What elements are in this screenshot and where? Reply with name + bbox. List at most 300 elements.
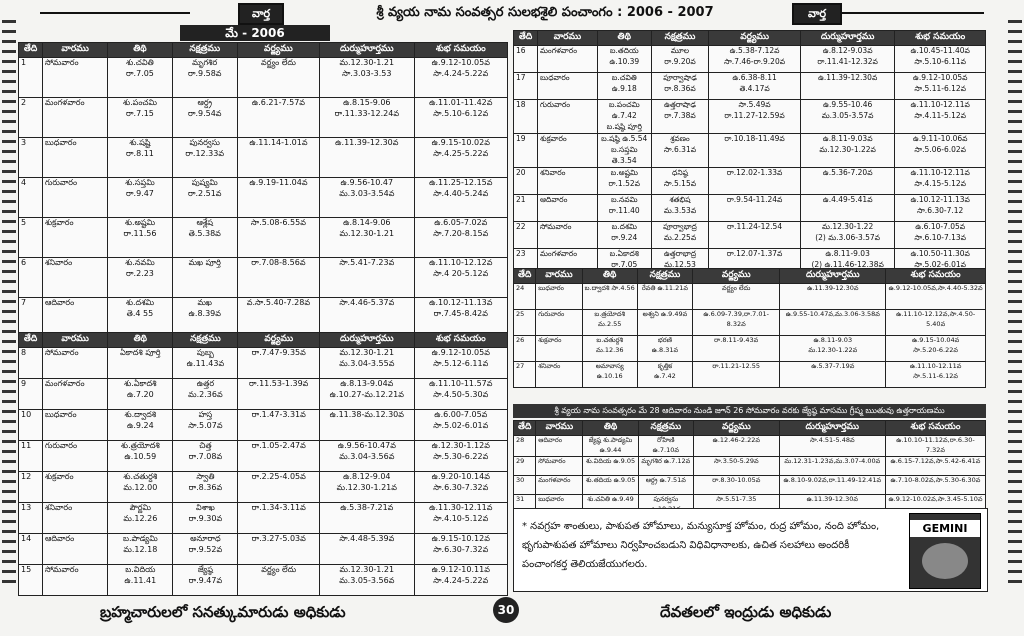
durmuhurtham-cell-line: మ.12.30-1.21 — [339, 229, 395, 238]
date-cell-line: 22 — [516, 222, 526, 231]
nakshatra-cell-line: మ.12.53 — [664, 260, 696, 269]
varjyam-cell-line: రా.12.07-1.37వ — [726, 249, 783, 258]
weekday-cell — [537, 222, 597, 249]
column-header: శుభ సమయం — [885, 421, 985, 436]
date-cell — [19, 98, 43, 138]
tithi-cell-line: రా.7.05 — [611, 260, 638, 269]
column-header: తిథి — [108, 333, 173, 348]
nakshatra-cell-line: రా.9.30వ — [188, 514, 223, 523]
varjyam-cell — [237, 58, 319, 98]
nakshatra-cell-line: మ.2.36వ — [188, 390, 223, 399]
varjyam-cell — [709, 195, 801, 222]
nakshatra-cell-line: విశాఖ — [196, 503, 215, 512]
weekday-cell-line: శుక్రవారం — [538, 336, 562, 344]
weekday-cell-line: శుక్రవారం — [44, 218, 74, 227]
tithi-cell — [597, 100, 651, 134]
table-row — [514, 310, 986, 336]
durmuhurtham-cell-line: మ.12.30-1.22వ — [808, 346, 858, 354]
nakshatra-cell — [172, 218, 237, 258]
nakshatra-cell — [638, 457, 693, 476]
table-may-28-31 — [513, 420, 986, 516]
weekday-cell-line: మంగళవారం — [539, 46, 578, 55]
durmuhurtham-cell-line: ఉ.11.39-12.30వ — [817, 73, 878, 82]
shubha-samayam-cell-line: సా.5.10-6.11వ — [914, 57, 966, 66]
varjyam-cell-line: ఉ.6.38-8.11 — [732, 73, 777, 82]
nakshatra-cell-line: పునర్వసు — [189, 138, 220, 147]
table-row — [514, 336, 986, 362]
nakshatra-cell-line: రేవతి ఉ.11.21వ — [641, 284, 689, 292]
nakshatra-cell-line: రా.7.38వ — [664, 111, 696, 120]
advertisement-box — [513, 508, 988, 592]
durmuhurtham-cell-line: మ.12.30-1.21వ — [336, 483, 397, 492]
varjyam-cell — [238, 534, 320, 565]
date-cell — [514, 46, 538, 73]
date-cell — [514, 284, 536, 310]
shubha-samayam-cell-line: సా.5.06-6.02వ — [914, 145, 966, 154]
tithi-cell-line: శు.త్రయోదశి — [120, 441, 160, 450]
durmuhurtham-cell-line: (2) మ.3.06-3.57వ — [815, 233, 880, 242]
weekday-cell-line: సోమవారం — [44, 348, 79, 357]
nakshatra-cell-line: చిత్త — [199, 441, 212, 450]
tithi-cell-line: రా.7.05 — [126, 69, 154, 78]
nakshatra-cell — [637, 362, 692, 388]
shubha-samayam-cell — [886, 284, 986, 310]
varjyam-cell — [238, 472, 320, 503]
varjyam-cell-line: సా.5.51-7.35 — [716, 495, 757, 503]
durmuhurtham-cell-line: సా.4.46-5.37వ — [339, 298, 395, 307]
date-cell-line: 13 — [21, 503, 32, 512]
varjyam-cell — [237, 218, 319, 258]
shubha-samayam-cell — [414, 441, 507, 472]
date-cell — [19, 379, 43, 410]
date-cell-line: 23 — [516, 249, 526, 258]
shubha-samayam-cell — [895, 222, 986, 249]
nakshatra-cell-line: ఉ.7.10వ — [652, 446, 679, 454]
varjyam-cell — [237, 98, 319, 138]
nakshatra-cell — [172, 178, 237, 218]
nakshatra-cell — [637, 284, 692, 310]
date-cell-line: 12 — [21, 472, 32, 481]
shubha-samayam-cell — [414, 258, 507, 298]
nakshatra-cell-line: శ్రవణం సా.6.31వ — [663, 134, 697, 154]
durmuhurtham-cell-line: సా.4.51-5.48వ — [809, 436, 855, 444]
weekday-cell — [537, 100, 597, 134]
weekday-cell — [42, 98, 107, 138]
nakshatra-cell-line: పునర్వసు — [653, 495, 679, 503]
date-cell — [19, 503, 43, 534]
durmuhurtham-cell-line: ఉ.8.10-9.02వ,రా.11.49-12.41వ — [783, 476, 882, 484]
durmuhurtham-cell-line: ఉ.9.56-10.47వ — [337, 441, 396, 450]
tithi-cell — [108, 258, 172, 298]
table-row — [19, 178, 508, 218]
weekday-cell-line: శుక్రవారం — [44, 472, 74, 481]
shubha-samayam-cell — [895, 73, 986, 100]
durmuhurtham-cell — [320, 410, 415, 441]
varjyam-cell — [693, 284, 780, 310]
durmuhurtham-cell — [800, 195, 895, 222]
tithi-cell — [108, 178, 172, 218]
durmuhurtham-cell — [320, 258, 415, 298]
tithi-cell — [108, 58, 172, 98]
column-header: వర్జ్యము — [238, 333, 320, 348]
shubha-samayam-cell-line: సా.5.11-6.12వ — [914, 84, 966, 93]
weekday-cell-line: ఆదివారం — [44, 534, 75, 543]
date-cell — [19, 58, 43, 98]
date-cell-line: 25 — [516, 310, 525, 318]
varjyam-cell-line: రా.8.30-10.05వ — [712, 476, 761, 484]
column-header: దుర్ముహూర్తము — [800, 31, 895, 46]
column-header: తేది — [19, 333, 43, 348]
weekday-cell-line: సోమవారం — [539, 222, 572, 231]
nakshatra-cell-line: రా.9.47వ — [188, 576, 223, 585]
date-cell-line: 18 — [516, 100, 526, 109]
tithi-cell-line: బ.విదియ — [125, 565, 156, 574]
tithi-cell-line: బ.ద్వాదశి సా.4.56 — [584, 284, 635, 292]
weekday-cell — [42, 410, 107, 441]
durmuhurtham-cell-line: రా.11.41-12.32వ — [817, 57, 878, 66]
column-header: తేది — [514, 421, 536, 436]
varjyam-cell — [237, 258, 319, 298]
column-header: దుర్ముహూర్తము — [779, 421, 885, 436]
month-title: మే - 2006 — [180, 25, 330, 41]
varjyam-cell — [709, 134, 801, 168]
date-cell — [19, 218, 43, 258]
shubha-samayam-cell — [895, 100, 986, 134]
nakshatra-cell-line: ఉ.7.42 — [654, 372, 676, 380]
date-cell-line: 9 — [21, 379, 27, 388]
shubha-samayam-cell — [414, 178, 507, 218]
gemini-brand-label: GEMINI — [910, 520, 980, 537]
table-row — [514, 195, 986, 222]
date-cell — [514, 457, 536, 476]
column-header: తిథి — [108, 43, 172, 58]
durmuhurtham-cell — [780, 310, 886, 336]
date-cell — [514, 134, 538, 168]
tithi-cell — [583, 457, 638, 476]
page-number: 30 — [493, 597, 519, 623]
weekday-cell-line: శనివారం — [44, 503, 73, 512]
durmuhurtham-cell — [780, 336, 886, 362]
date-cell-line: 6 — [21, 258, 27, 267]
page-title: శ్రీ వ్యయ నామ సంవత్సర సులభశైలి పంచాంగం : 2006 - 2007 — [376, 5, 714, 20]
date-cell-line: 29 — [516, 457, 525, 465]
durmuhurtham-cell-line: ఉ.11.38-మ.12.30వ — [329, 410, 404, 419]
shubha-samayam-cell-line: సా.6.30-7.32వ — [433, 545, 489, 554]
tithi-cell-line: ఉ.9.24 — [126, 421, 154, 430]
date-cell-line: 21 — [516, 195, 526, 204]
tithi-cell-line: శు.పంచమి — [122, 98, 157, 107]
shubha-samayam-cell-line: సా.5.20-6.22వ — [913, 346, 958, 354]
column-header: శుభ సమయం — [414, 43, 507, 58]
date-cell — [19, 178, 43, 218]
shubha-samayam-cell-line: ఉ.6.05-7.02వ — [434, 218, 488, 227]
tithi-cell-line: శు.షష్టి — [129, 138, 151, 147]
weekday-cell — [42, 503, 107, 534]
table-may-16-23 — [513, 30, 986, 276]
durmuhurtham-cell-line: మ.3.03-3.54వ — [339, 189, 395, 198]
durmuhurtham-cell-line: (2) ఉ.11.46-12.38వ — [811, 260, 884, 269]
date-cell-line: 16 — [516, 46, 526, 55]
weekday-cell — [537, 46, 597, 73]
weekday-cell-line: శుక్రవారం — [539, 134, 567, 143]
tithi-cell-line: బ.ఏకాదశి — [609, 249, 639, 258]
weekday-cell — [42, 472, 107, 503]
nakshatra-cell-line: రోహిణి — [657, 436, 675, 444]
shubha-samayam-cell-line: సా.4.24-5.22వ — [433, 576, 489, 585]
tithi-cell-line: అమావాస్య — [595, 362, 624, 370]
shubha-samayam-cell-line: ఉ.11.30-12.11వ — [429, 503, 493, 512]
tithi-cell — [582, 310, 637, 336]
date-cell — [19, 441, 43, 472]
durmuhurtham-cell-line: ఉ.8.12-9.03వ — [822, 46, 873, 55]
date-cell — [514, 336, 536, 362]
nakshatra-cell-line: పుబ్బ — [196, 348, 214, 357]
durmuhurtham-cell-line: ఉ.10.27-మ.12.21వ — [329, 390, 404, 399]
varjyam-cell — [694, 436, 780, 457]
tithi-cell — [582, 362, 637, 388]
shubha-samayam-cell-line: సా.4 20-5.12వ — [433, 269, 489, 278]
table-row — [19, 503, 508, 534]
nakshatra-cell-line: సా.5.15వ — [663, 179, 697, 188]
durmuhurtham-cell-line: మ.12.30-1.21 — [339, 348, 395, 357]
weekday-cell — [42, 218, 107, 258]
column-header: వర్జ్యము — [694, 421, 780, 436]
shubha-samayam-cell-line: ఉ.6.00-7.05వ — [434, 410, 488, 419]
weekday-cell-line: సోమవారం — [44, 565, 79, 574]
tithi-cell — [108, 379, 173, 410]
table-row — [19, 58, 508, 98]
nakshatra-cell-line: రా.9.20వ — [664, 57, 696, 66]
column-header: నక్షత్రము — [651, 31, 709, 46]
right-decorative-border — [1008, 20, 1022, 590]
weekday-cell-line: గురువారం — [538, 310, 565, 318]
durmuhurtham-cell-line: ఉ.11.39-12.30వ — [807, 284, 859, 292]
durmuhurtham-cell — [779, 457, 885, 476]
nakshatra-cell — [651, 73, 709, 100]
tithi-cell-line: బ.చవితి — [611, 73, 637, 82]
varjyam-cell-line: రా.9.54-11.24వ — [726, 195, 783, 204]
varjyam-cell-line: రా.1.34-3.11వ — [251, 503, 306, 512]
shubha-samayam-cell — [885, 436, 985, 457]
durmuhurtham-cell-line: ఉ.8.14-9.06 — [343, 218, 391, 227]
varjyam-cell-line: సా.3.50-5.29వ — [713, 457, 759, 465]
nakshatra-cell — [173, 472, 238, 503]
varjyam-cell — [238, 348, 320, 379]
durmuhurtham-cell-line: ఉ.5.38-7.21వ — [340, 503, 394, 512]
tithi-cell-line: ఉ.9.44 — [599, 446, 622, 454]
durmuhurtham-cell — [780, 362, 886, 388]
nakshatra-cell-line: మ.3.53వ — [663, 206, 697, 215]
shubha-samayam-cell-line: ఉ.11.10-12.12వ — [429, 258, 493, 267]
durmuhurtham-cell-line: మ.12.30-1.22వ — [819, 145, 876, 154]
shubha-samayam-cell-line: ఉ.12.30-1.12వ — [431, 441, 490, 450]
shubha-samayam-cell-line: ఉ.9.12-10.05వ — [431, 58, 490, 67]
varjyam-cell-line: ఉ.6.09-7.39,రా.7.01-8.32వ — [703, 310, 769, 328]
tithi-cell — [597, 73, 651, 100]
nakshatra-cell-line: రా.2.51వ — [187, 189, 222, 198]
date-cell-line: 26 — [516, 336, 525, 344]
nakshatra-cell-line: భరణి — [657, 336, 673, 344]
date-cell-line: 27 — [516, 362, 525, 370]
nakshatra-cell-line: ఉ.8.31వ — [651, 346, 679, 354]
durmuhurtham-cell-line: రా.11.33-12.24వ — [334, 109, 400, 118]
shubha-samayam-cell — [414, 379, 507, 410]
tithi-cell-line: రా.9.47 — [126, 189, 154, 198]
footer-left-text: బ్రహ్మచారులలో సనత్కుమారుడు అధికుడు — [100, 603, 346, 621]
table-header-row — [514, 31, 986, 46]
column-header: వర్జ్యము — [709, 31, 801, 46]
tithi-cell-line: ఉ.10.59 — [124, 452, 157, 461]
column-header: నక్షత్రము — [172, 43, 237, 58]
weekday-cell — [537, 73, 597, 100]
date-cell-line: 20 — [516, 168, 526, 177]
date-cell — [19, 472, 43, 503]
tithi-cell-line: మ.12.18 — [123, 545, 158, 554]
varjyam-cell — [693, 362, 780, 388]
shubha-samayam-cell-line: సా.4.40-5.24వ — [433, 189, 489, 198]
varjyam-cell — [693, 336, 780, 362]
nakshatra-cell-line: ఉత్తరాభాద్ర — [663, 249, 697, 258]
column-header: నక్షత్రము — [173, 333, 238, 348]
shubha-samayam-cell-line: ఉ.10.12-11.13వ — [429, 298, 493, 307]
shubha-samayam-cell — [886, 336, 986, 362]
weekday-cell-line: బుధవారం — [538, 284, 564, 292]
tithi-cell — [597, 168, 651, 195]
durmuhurtham-cell-line: ఉ.9.56-10.47 — [340, 178, 394, 187]
table-row — [514, 457, 986, 476]
weekday-cell-line: బుధవారం — [539, 73, 570, 82]
column-header: తేది — [514, 31, 538, 46]
date-cell — [514, 310, 536, 336]
nakshatra-cell — [651, 195, 709, 222]
tithi-cell-line: రా.9.24 — [611, 233, 638, 242]
varjyam-cell-line: రా.2.25-4.05వ — [251, 472, 306, 481]
varjyam-cell-line: సా.5.49వ — [738, 100, 771, 109]
durmuhurtham-cell — [780, 284, 886, 310]
varjyam-cell-line: ఉ.11.14-1.01వ — [249, 138, 308, 147]
table-row — [514, 362, 986, 388]
column-header: వారము — [537, 31, 597, 46]
nakshatra-cell — [651, 168, 709, 195]
durmuhurtham-cell-line: ఉ.5.37-7.19వ — [811, 362, 855, 370]
shubha-samayam-cell-line: సా.6.30-7.12 — [917, 206, 964, 215]
nakshatra-cell — [173, 565, 238, 596]
table-may-24-27 — [513, 268, 986, 388]
weekday-cell-line: శనివారం — [538, 362, 561, 370]
shubha-samayam-cell-line: ఉ.9.12-10.02వ,సా.3.45-5.10వ — [888, 495, 983, 503]
shubha-samayam-cell-line: సా.4.50-5.30వ — [433, 390, 489, 399]
date-cell — [514, 195, 538, 222]
shubha-samayam-cell-line: ఉ.9.12-10.05వ — [912, 73, 968, 82]
tithi-cell-line: శు.సప్తమి — [125, 178, 155, 187]
tithi-cell-line: బ.సప్తమి తె.3.54 — [610, 145, 638, 165]
tithi-cell-line: రా.11.40 — [608, 206, 640, 215]
varjyam-cell-line: రా.7.47-9.35వ — [251, 348, 306, 357]
date-cell — [19, 348, 43, 379]
table-header-row — [19, 43, 508, 58]
weekday-cell — [536, 336, 582, 362]
nakshatra-cell-line: జ్యేష్ఠ — [197, 565, 213, 574]
nakshatra-cell-line: రా.8.36వ — [664, 84, 696, 93]
tithi-cell — [108, 348, 173, 379]
nakshatra-cell — [172, 98, 237, 138]
weekday-cell-line: బుధవారం — [538, 495, 564, 503]
durmuhurtham-cell-line: ఉ.8.11-9.03 — [825, 249, 870, 258]
nakshatra-cell — [173, 534, 238, 565]
weekday-cell-line: గురువారం — [44, 178, 78, 187]
varjyam-cell-line: ఉ.6.21-7.57వ — [251, 98, 305, 107]
durmuhurtham-cell-line: సా.5.41-7.23వ — [339, 258, 395, 267]
column-header: తిథి — [597, 31, 651, 46]
gemini-product-image — [909, 513, 981, 589]
date-cell-line: 31 — [516, 495, 525, 503]
column-header: వారము — [536, 421, 583, 436]
tithi-cell-line: రా.2.23 — [126, 269, 154, 278]
tithi-cell-line: శు.చతుర్దశి — [123, 472, 158, 481]
durmuhurtham-cell — [320, 472, 415, 503]
durmuhurtham-cell-line: సా.4.48-5.39వ — [339, 534, 395, 543]
logo-left: వార్త — [238, 3, 284, 25]
durmuhurtham-cell-line: మ.3.04-3.56వ — [339, 452, 395, 461]
weekday-cell-line: మంగళవారం — [538, 476, 571, 484]
tithi-cell — [597, 195, 651, 222]
date-cell — [514, 476, 536, 495]
durmuhurtham-cell-line: మ.12.30-1.21 — [339, 58, 395, 67]
tithi-cell-line: శు.నవమి — [125, 258, 155, 267]
shubha-samayam-cell-line: ఉ.9.15-10.04వ — [911, 336, 960, 344]
shubha-samayam-cell-line: ఉ.10.45-11.40వ — [910, 46, 970, 55]
weekday-cell — [42, 534, 107, 565]
tithi-cell-line: శు.తదియ ఉ.9.05 — [585, 476, 636, 484]
varjyam-cell-line: ఉ.12.46-2.22వ — [712, 436, 760, 444]
tithi-cell — [597, 222, 651, 249]
durmuhurtham-cell-line: సా.3.03-3.53 — [342, 69, 392, 78]
shubha-samayam-cell — [886, 362, 986, 388]
shubha-samayam-cell-line: సా.5.11-6.12వ — [913, 372, 958, 380]
varjyam-cell-line: రా.8.11-9.43వ — [714, 336, 759, 344]
varjyam-cell — [694, 476, 780, 495]
logo-right: వార్త — [792, 3, 842, 25]
table-row — [19, 441, 508, 472]
weekday-cell — [42, 441, 107, 472]
shubha-samayam-cell-line: ఉ.9.12-10.05వ — [431, 348, 490, 357]
nakshatra-cell-line: అనూరాధ — [190, 534, 221, 543]
durmuhurtham-cell — [800, 134, 895, 168]
shubha-samayam-cell-line: ఉ.11.10-12.11వ — [910, 168, 970, 177]
tithi-cell — [108, 534, 173, 565]
left-decorative-border — [2, 20, 16, 590]
tithi-cell — [582, 336, 637, 362]
shubha-samayam-cell — [885, 476, 985, 495]
varjyam-cell-line: వర్జ్యం లేదు — [722, 284, 751, 292]
durmuhurtham-cell-line: ఉ.5.36-7.20వ — [822, 168, 873, 177]
tithi-cell — [108, 565, 173, 596]
weekday-cell — [42, 565, 107, 596]
varjyam-cell-line: రా.3.27-5.03వ — [251, 534, 306, 543]
shubha-samayam-cell-line: ఉ.9.11-10.06వ — [912, 134, 968, 143]
table-row — [19, 534, 508, 565]
varjyam-cell-line: రా.11.24-12.54 — [727, 222, 783, 231]
table-row — [514, 476, 986, 495]
tithi-cell — [582, 284, 637, 310]
weekday-cell-line: బుధవారం — [44, 138, 77, 147]
column-header: శుభ సమయం — [414, 333, 507, 348]
tithi-cell-line: రా.11.56 — [123, 229, 157, 238]
tithi-cell — [108, 98, 172, 138]
column-header: వారము — [536, 269, 582, 284]
varjyam-cell-line: రా.11.27-12.59వ — [724, 111, 785, 120]
weekday-cell-line: ఆదివారం — [539, 195, 568, 204]
